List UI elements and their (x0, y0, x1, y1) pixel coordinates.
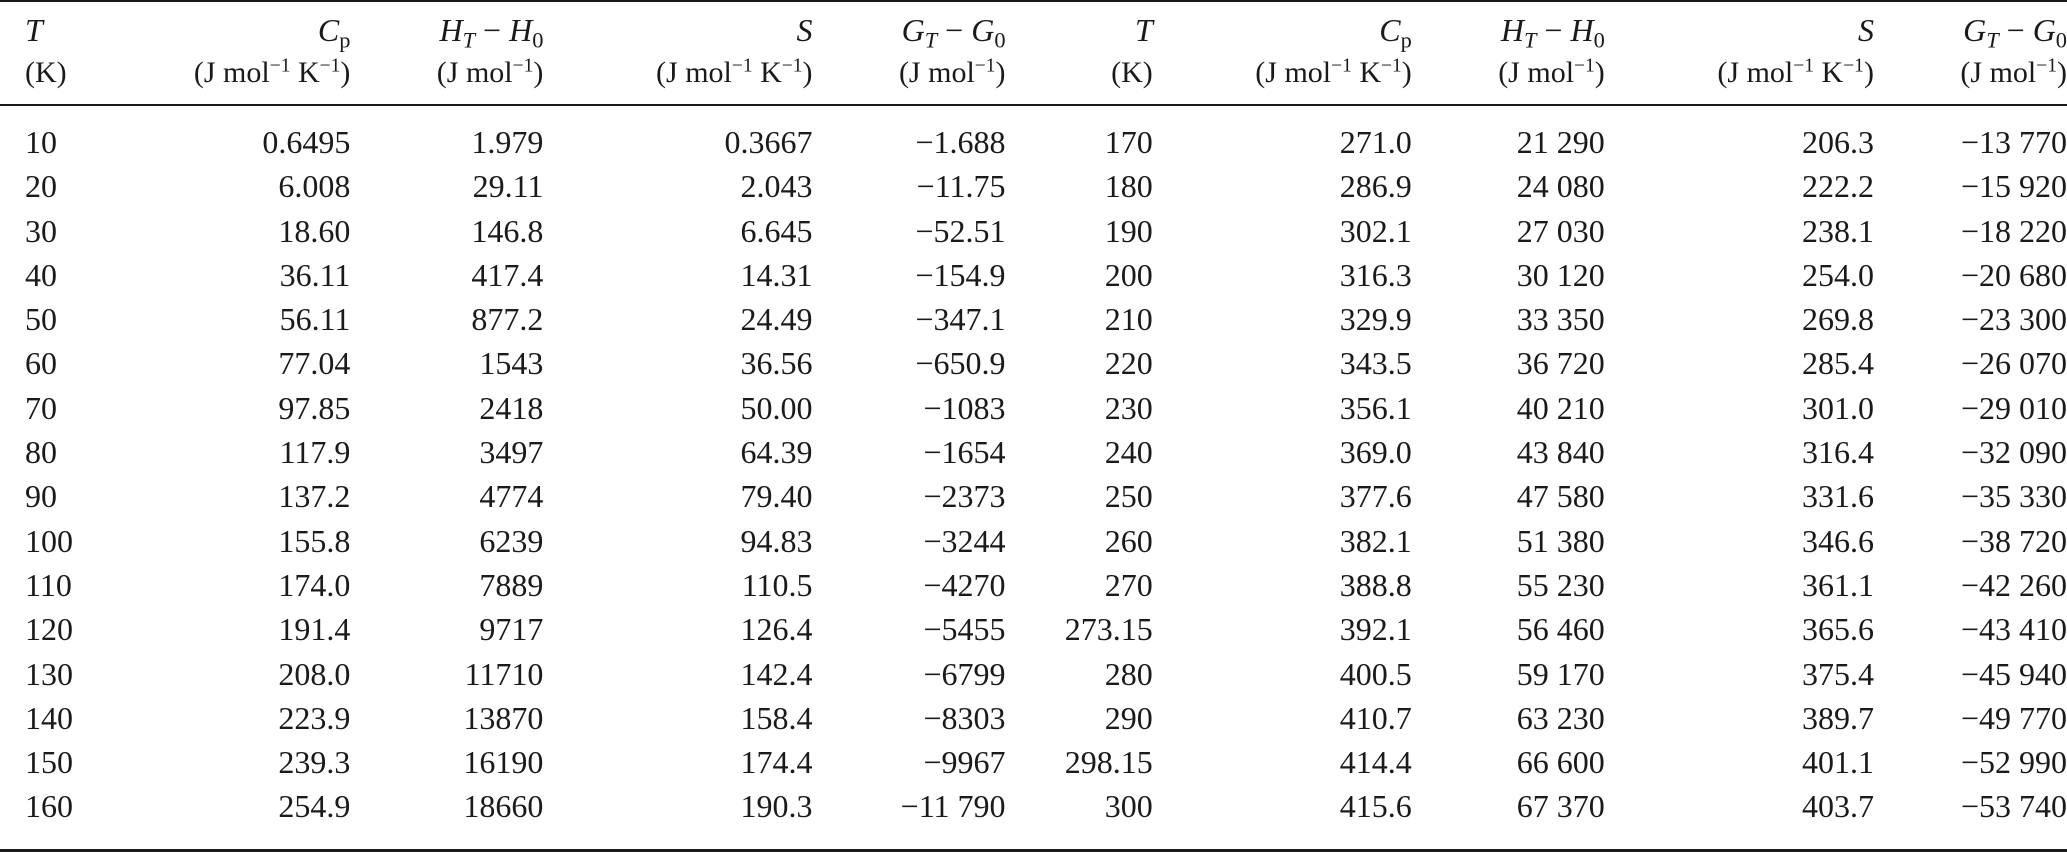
symbol-subscript: T (462, 27, 476, 53)
unit-text: (K) (1111, 56, 1153, 89)
table-cell: 269.8 (1801, 301, 1874, 338)
table-cell: −15 920 (1960, 168, 2067, 205)
table-cell: 331.6 (1801, 478, 1874, 515)
table-cell: 137.2 (278, 478, 351, 515)
table-cell: 174.0 (278, 566, 351, 603)
table-cell: 97.85 (278, 389, 351, 426)
table-row (0, 100, 2067, 164)
table-cell: 90 (25, 478, 57, 515)
table-cell: 29.11 (472, 168, 544, 205)
table-cell: −5455 (923, 611, 1006, 648)
table-cell: −6799 (923, 655, 1006, 692)
table-cell: 206.3 (1801, 124, 1874, 160)
symbol-text: H (509, 12, 533, 48)
table-cell: 230 (1104, 389, 1153, 426)
symbol-text: H (439, 12, 463, 48)
table-row (0, 341, 2067, 385)
table-row (0, 607, 2067, 651)
table-cell: −9967 (923, 744, 1006, 781)
header-symbol-1-2 (1412, 0, 1605, 52)
table-cell: 33 350 (1516, 301, 1605, 338)
unit-exponent: −1 (781, 55, 803, 77)
table-cell: 30 (25, 212, 57, 249)
table-cell: 238.1 (1801, 212, 1874, 249)
table-cell: −650.9 (915, 345, 1006, 382)
table-cell: 21 290 (1516, 124, 1605, 160)
symbol-text: T (1135, 12, 1153, 48)
table-cell: −52 990 (1960, 744, 2067, 781)
unit-text: ) (340, 56, 351, 89)
table-cell: 280 (1104, 655, 1153, 692)
table-cell: 290 (1104, 699, 1153, 736)
symbol-text: G (1963, 12, 1987, 48)
table-cell: −3244 (923, 522, 1006, 559)
table-cell: 260 (1104, 522, 1153, 559)
unit-exponent: −1 (512, 55, 534, 77)
table-cell: 80 (25, 434, 57, 471)
table-cell: 6.645 (740, 212, 813, 249)
table-cell: 377.6 (1339, 478, 1412, 515)
table-cell: 4774 (479, 478, 544, 515)
header-unit-row (0, 52, 2067, 100)
table-cell: 36 720 (1516, 345, 1605, 382)
header-symbol-0-3 (543, 0, 812, 52)
table-cell: −154.9 (915, 256, 1006, 293)
header-symbol-0-2 (350, 0, 543, 52)
table-cell: 388.8 (1339, 566, 1412, 603)
unit-text: ) (1594, 56, 1605, 89)
table-cell: 316.4 (1801, 434, 1874, 471)
table-cell: 389.7 (1801, 699, 1874, 736)
table-cell: 18660 (463, 788, 544, 825)
table-cell: 316.3 (1339, 256, 1412, 293)
table-cell: −43 410 (1960, 611, 2067, 648)
unit-exponent: −1 (1331, 55, 1352, 77)
table-cell: 24 080 (1516, 168, 1605, 205)
table-cell: 36.56 (740, 345, 813, 382)
header-unit-1-1 (1153, 52, 1412, 100)
table-cell: 14.31 (740, 256, 813, 293)
table-cell: −29 010 (1960, 389, 2067, 426)
table-row (0, 253, 2067, 297)
table-cell: 146.8 (471, 212, 544, 249)
table-row (0, 563, 2067, 607)
table-cell: −52.51 (915, 212, 1006, 249)
table-row (0, 430, 2067, 474)
unit-text: (J mol (1717, 56, 1794, 89)
symbol-text: H (1570, 12, 1594, 48)
symbol-text: S (796, 12, 813, 48)
table-cell: 155.8 (278, 522, 351, 559)
symbol-subscript: T (1986, 27, 1999, 53)
unit-exponent: −1 (319, 55, 341, 77)
unit-text: (J mol (656, 56, 732, 89)
table-cell: 401.1 (1801, 744, 1874, 781)
table-cell: 50 (25, 301, 57, 338)
header-symbol-1-4 (1874, 0, 2067, 52)
table-row (0, 696, 2067, 740)
table-cell: 254.0 (1801, 256, 1874, 293)
header-symbol-1-1 (1153, 0, 1412, 52)
table-cell: −13 770 (1960, 124, 2067, 160)
table-cell: −1.688 (915, 124, 1006, 160)
table-cell: 301.0 (1801, 389, 1874, 426)
table-cell: 140 (25, 699, 73, 736)
unit-exponent: −1 (1843, 55, 1864, 77)
table-cell: 100 (25, 522, 73, 559)
table-cell: 64.39 (740, 434, 813, 471)
unit-text: (J mol (436, 56, 513, 89)
table-cell: −11 790 (900, 788, 1006, 825)
table-cell: −53 740 (1960, 788, 2067, 825)
table-cell: 1.979 (471, 124, 544, 160)
table-cell: 302.1 (1339, 212, 1412, 249)
table-cell: 47 580 (1516, 478, 1605, 515)
table-cell: 36.11 (279, 256, 351, 293)
table-cell: 191.4 (278, 611, 351, 648)
table-cell: 240 (1104, 434, 1153, 471)
table-cell: 60 (25, 345, 57, 382)
symbol-subscript: p (1400, 27, 1412, 53)
table-cell: 27 030 (1516, 212, 1605, 249)
unit-text: ) (2057, 56, 2067, 89)
table-cell: −20 680 (1960, 256, 2067, 293)
table-cell: 400.5 (1339, 655, 1412, 692)
unit-text: (J mol (1498, 56, 1575, 89)
symbol-subscript: p (339, 27, 351, 53)
table-cell: 174.4 (740, 744, 813, 781)
table-cell: 24.49 (740, 301, 813, 338)
table-cell: 50.00 (740, 389, 813, 426)
table-cell: 150 (25, 744, 73, 781)
header-symbol-0-1 (96, 0, 350, 52)
table-cell: 382.1 (1339, 522, 1412, 559)
table-cell: −32 090 (1960, 434, 2067, 471)
table-cell: 0.6495 (262, 124, 351, 160)
symbol-subscript: 0 (2055, 27, 2067, 53)
unit-exponent: −1 (1381, 55, 1402, 77)
table-cell: 415.6 (1339, 788, 1412, 825)
table-cell: −49 770 (1960, 699, 2067, 736)
table-cell: 190 (1104, 212, 1153, 249)
table-row (0, 209, 2067, 253)
table-cell: 2.043 (740, 168, 813, 205)
table-cell: 223.9 (278, 699, 351, 736)
table-cell: 200 (1104, 256, 1153, 293)
table-cell: 375.4 (1801, 655, 1874, 692)
table-cell: 55 230 (1516, 566, 1605, 603)
symbol-subscript: 0 (532, 27, 544, 53)
symbol-text: C (1379, 12, 1401, 48)
unit-exponent: −1 (269, 55, 291, 77)
table-cell: 11710 (464, 655, 544, 692)
symbol-subscript: T (924, 27, 938, 53)
unit-exponent: −1 (1793, 55, 1815, 77)
table-cell: 18.60 (278, 212, 351, 249)
table-cell: 403.7 (1801, 788, 1874, 825)
header-unit-1-2 (1412, 52, 1605, 100)
table-cell: 56 460 (1516, 611, 1605, 648)
table-cell: −8303 (923, 699, 1006, 736)
unit-text: (J mol (1255, 56, 1332, 89)
table-cell: 0.3667 (724, 124, 813, 160)
minus-sign: − (1536, 12, 1571, 48)
table-cell: 254.9 (278, 788, 351, 825)
symbol-text: T (25, 12, 43, 48)
table-cell: 56.11 (279, 301, 351, 338)
table-row (0, 297, 2067, 341)
minus-sign: − (1998, 12, 2033, 48)
table-cell: −45 940 (1960, 655, 2067, 692)
table-cell: 190.3 (740, 788, 813, 825)
symbol-text: S (1857, 12, 1874, 48)
unit-text: ) (802, 56, 813, 89)
table-cell: 361.1 (1801, 566, 1874, 603)
table-cell: 30 120 (1516, 256, 1605, 293)
table-cell: 13870 (463, 699, 544, 736)
table-cell: 126.4 (740, 611, 813, 648)
table-cell: 877.2 (471, 301, 544, 338)
table-cell: 120 (25, 611, 73, 648)
table-cell: −26 070 (1960, 345, 2067, 382)
table-cell: 67 370 (1516, 788, 1605, 825)
table-cell: 43 840 (1516, 434, 1605, 471)
symbol-text: H (1500, 12, 1524, 48)
unit-text: (K) (25, 56, 67, 89)
table-cell: 20 (25, 168, 57, 205)
unit-exponent: −1 (974, 55, 996, 77)
unit-text: K (752, 56, 782, 89)
table-cell: 117.9 (279, 434, 351, 471)
table-cell: 356.1 (1339, 389, 1412, 426)
unit-text: (J mol (898, 56, 975, 89)
table-row (0, 386, 2067, 430)
unit-text: ) (1401, 56, 1412, 89)
table-cell: 40 210 (1516, 389, 1605, 426)
table-row (0, 519, 2067, 563)
unit-text: K (290, 56, 320, 89)
table-cell: 298.15 (1064, 744, 1153, 781)
table-cell: 40 (25, 256, 57, 293)
table-cell: 170 (1104, 124, 1153, 160)
table-cell: −18 220 (1960, 212, 2067, 249)
table-row (0, 652, 2067, 696)
table-cell: 9717 (479, 611, 544, 648)
table-row (0, 740, 2067, 784)
table-cell: −42 260 (1960, 566, 2067, 603)
table-row (0, 474, 2067, 518)
table-cell: 417.4 (471, 256, 544, 293)
table-cell: 210 (1104, 301, 1153, 338)
unit-exponent: −1 (731, 55, 753, 77)
table-cell: 285.4 (1801, 345, 1874, 382)
table-row (0, 164, 2067, 208)
table-cell: 369.0 (1339, 434, 1412, 471)
table-cell: 158.4 (740, 699, 813, 736)
table-cell: −23 300 (1960, 301, 2067, 338)
header-unit-0-2 (350, 52, 543, 100)
bottom-rule (0, 849, 2067, 852)
table-cell: −4270 (923, 566, 1006, 603)
symbol-subscript: 0 (1593, 27, 1605, 53)
table-cell: 79.40 (740, 478, 813, 515)
unit-text: (J mol (1960, 56, 2037, 89)
table-cell: 300 (1104, 788, 1153, 825)
table-cell: 16190 (463, 744, 544, 781)
table-cell: 51 380 (1516, 522, 1605, 559)
table-cell: −347.1 (915, 301, 1006, 338)
table-cell: 239.3 (278, 744, 351, 781)
unit-exponent: −1 (1574, 55, 1595, 77)
table-cell: 414.4 (1339, 744, 1412, 781)
symbol-text: C (317, 12, 340, 48)
table-cell: 77.04 (278, 345, 351, 382)
symbol-text: G (971, 12, 995, 48)
header-unit-0-3 (543, 52, 812, 100)
table-cell: 94.83 (740, 522, 813, 559)
header-unit-0-0 (0, 52, 96, 100)
table-cell: 110 (25, 566, 72, 603)
minus-sign: − (937, 12, 972, 48)
symbol-text: G (901, 12, 925, 48)
header-symbol-1-3 (1605, 0, 1874, 52)
unit-text: ) (995, 56, 1006, 89)
table-body (0, 100, 2067, 829)
table-cell: 7889 (479, 566, 544, 603)
table-cell: 220 (1104, 345, 1153, 382)
table-cell: 271.0 (1339, 124, 1412, 160)
unit-text: ) (1863, 56, 1874, 89)
table-cell: 208.0 (278, 655, 351, 692)
table-cell: 110.5 (741, 566, 813, 603)
unit-text: ) (533, 56, 544, 89)
unit-text: (J mol (193, 56, 270, 89)
unit-exponent: −1 (2036, 55, 2057, 77)
table-cell: 6.008 (278, 168, 351, 205)
table-cell: 160 (25, 788, 73, 825)
header-symbol-1-0 (1006, 0, 1153, 52)
table-cell: 3497 (479, 434, 544, 471)
table-cell: 63 230 (1516, 699, 1605, 736)
header-symbol-0-4 (813, 0, 1006, 52)
table-cell: 142.4 (740, 655, 813, 692)
header-unit-0-1 (96, 52, 350, 100)
minus-sign: − (475, 12, 510, 48)
header-unit-0-4 (813, 52, 1006, 100)
table-cell: 130 (25, 655, 73, 692)
header-symbol-row (0, 0, 2067, 52)
table-cell: 286.9 (1339, 168, 1412, 205)
table-cell: −2373 (923, 478, 1006, 515)
table-cell: 180 (1104, 168, 1153, 205)
table-cell: 66 600 (1516, 744, 1605, 781)
table-cell: 392.1 (1339, 611, 1412, 648)
table-cell: 270 (1104, 566, 1153, 603)
table-cell: 365.6 (1801, 611, 1874, 648)
table-cell: −11.75 (916, 168, 1006, 205)
table-cell: 10 (25, 124, 57, 160)
table-cell: 6239 (479, 522, 544, 559)
table-cell: 329.9 (1339, 301, 1412, 338)
table-cell: 410.7 (1339, 699, 1412, 736)
table-cell: 346.6 (1801, 522, 1874, 559)
table-cell: 1543 (479, 345, 544, 382)
table-cell: 2418 (479, 389, 544, 426)
symbol-subscript: T (1523, 27, 1537, 53)
header-unit-1-0 (1006, 52, 1153, 100)
table-cell: 222.2 (1801, 168, 1874, 205)
header-unit-1-3 (1605, 52, 1874, 100)
symbol-text: G (2032, 12, 2056, 48)
table-cell: 273.15 (1064, 611, 1153, 648)
header-unit-1-4 (1874, 52, 2067, 100)
symbol-subscript: 0 (994, 27, 1006, 53)
unit-text: K (1814, 56, 1844, 89)
table-cell: 343.5 (1339, 345, 1412, 382)
table-cell: −35 330 (1960, 478, 2067, 515)
table-cell: 70 (25, 389, 57, 426)
table-cell: 59 170 (1516, 655, 1605, 692)
table-cell: −1083 (923, 389, 1006, 426)
table-cell: 250 (1104, 478, 1153, 515)
table-cell: −38 720 (1960, 522, 2067, 559)
header-symbol-0-0 (0, 0, 96, 52)
unit-text: K (1351, 56, 1382, 89)
table-row (0, 784, 2067, 828)
table-cell: −1654 (923, 434, 1006, 471)
